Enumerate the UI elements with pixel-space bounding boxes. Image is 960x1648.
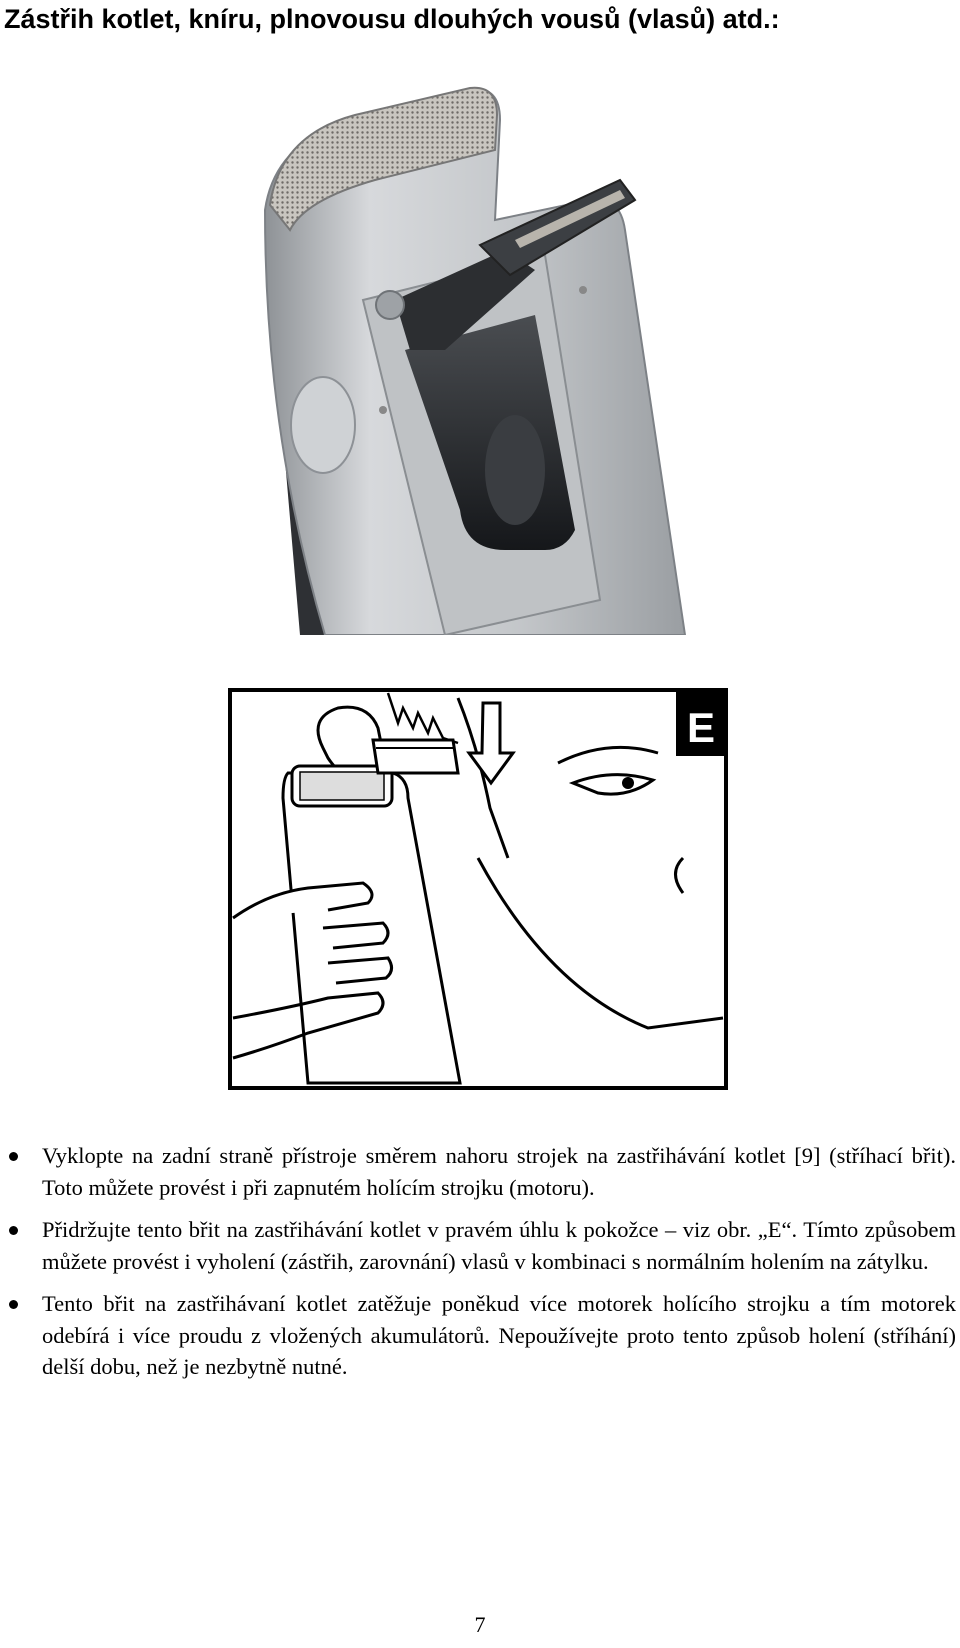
shaver-photo-icon xyxy=(245,80,720,635)
list-item-text: Přidržujte tento břit na zastřihávání kotlet v pravém úhlu k pokožce – viz obr. „E“. Tímto způsobem můžete provést i vyholení (zástřih, zarovnání) vlasů v kombinaci s normálním holením na zátylku. xyxy=(42,1217,956,1274)
figure-label: E xyxy=(686,704,716,751)
list-item-text: Vyklopte na zadní straně přístroje směrem nahoru strojek na zastřihávání kotlet [9] (stříhací břit). Toto můžete provést i při zapnutém holícím strojku (motoru). xyxy=(42,1143,956,1200)
list-item xyxy=(0,1214,960,1277)
list-item xyxy=(0,1288,960,1383)
bullet-icon xyxy=(9,1226,18,1235)
page-heading: Zástřih kotlet, kníru, plnovousu dlouhých vousů (vlasů) atd.: xyxy=(4,4,780,34)
bullet-icon xyxy=(9,1152,18,1161)
instruction-list xyxy=(0,1140,960,1394)
list-item-text: Tento břit na zastřihávaní kotlet zatěžuje poněkud více motorek holícího strojku a tím motorek odebírá i více proudu z vložených akumulátorů. Nepoužívejte proto tento způsob holení (stříhání) delší dobu, než je nezbytně nutné. xyxy=(42,1291,956,1379)
list-item xyxy=(0,1140,960,1203)
page-number: 7 xyxy=(474,1612,486,1637)
trimmer-usage-illustration xyxy=(228,688,728,1090)
bullet-icon xyxy=(9,1300,18,1309)
